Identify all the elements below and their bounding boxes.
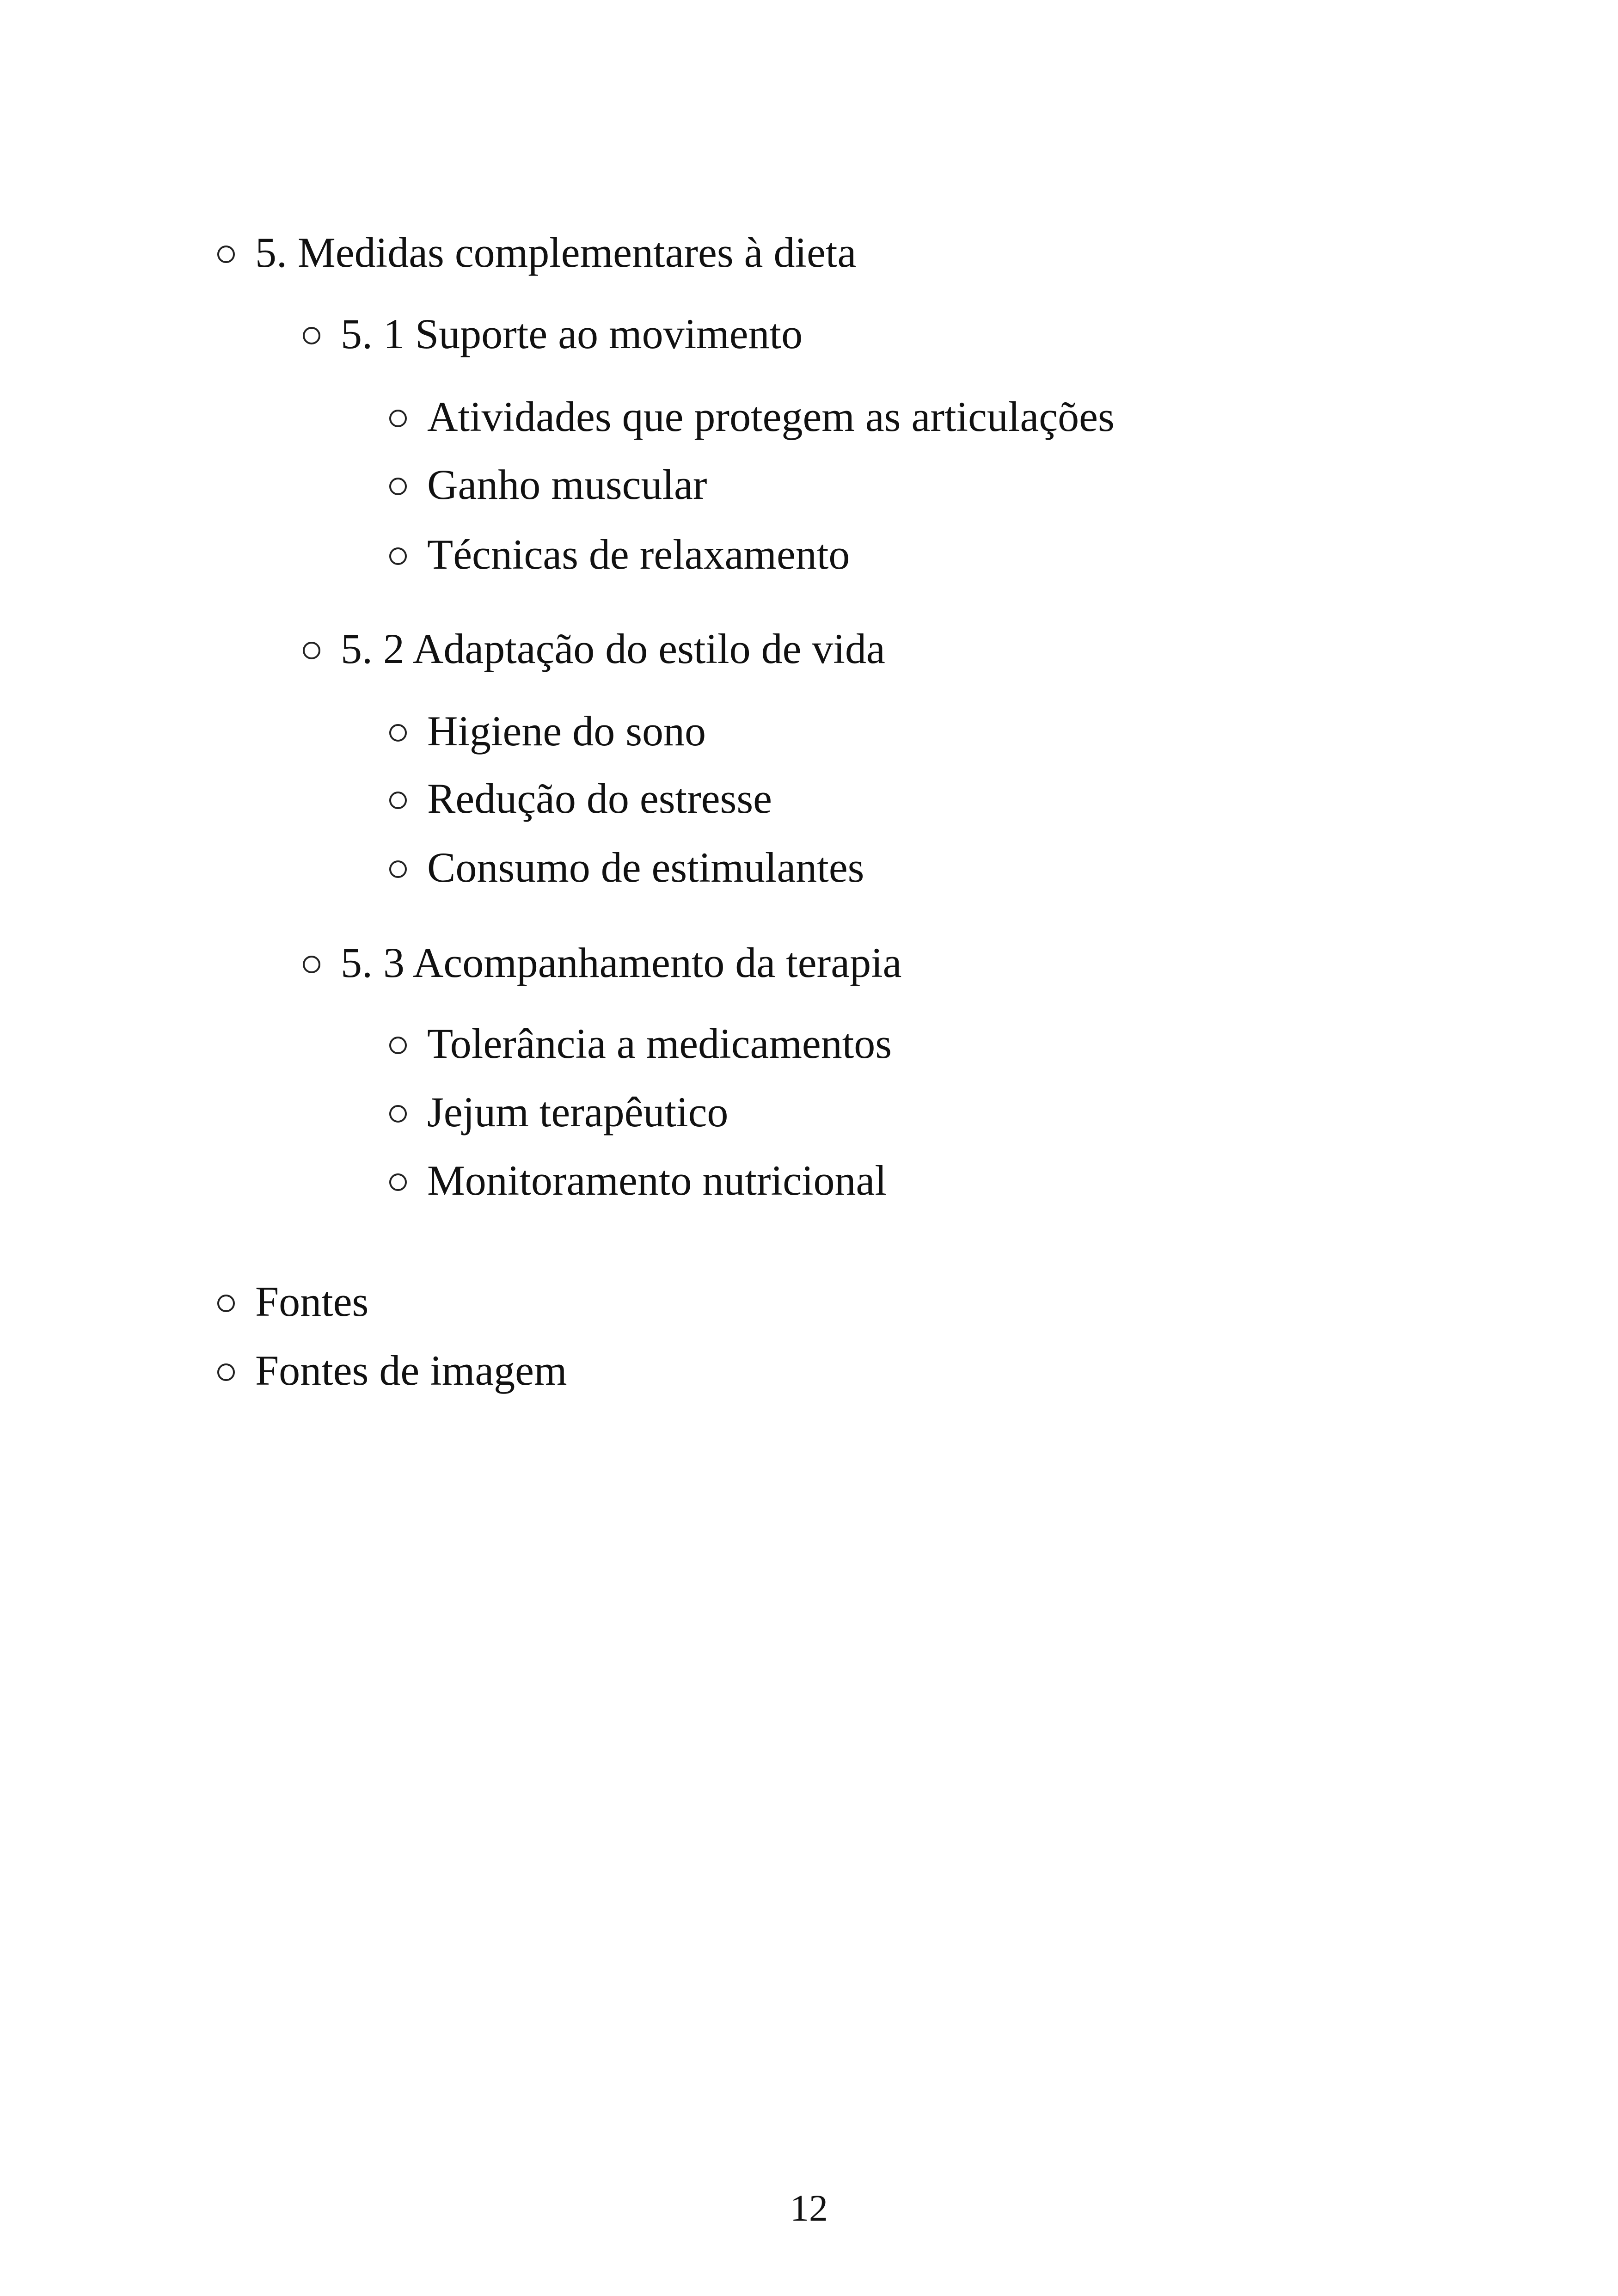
outline-item-adaptacao-estilo-vida[interactable] [303,627,885,670]
hollow-bullet-icon [389,860,407,878]
hollow-bullet-icon [389,792,407,809]
outline-item-reducao-estresse[interactable] [389,777,772,820]
outline-item-label: Fontes de imagem [255,1347,567,1394]
outline-item-suporte-movimento[interactable] [303,310,803,357]
outline-item-acompanhamento-terapia[interactable] [303,941,901,984]
hollow-bullet-icon [389,410,407,427]
outline-item-ganho-muscular[interactable] [389,463,707,506]
outline-item-fontes-imagem[interactable] [217,1349,567,1392]
outline-item-label: 5. 2 Adaptação do estilo de vida [341,625,885,672]
outline-item-label: Ganho muscular [427,461,707,508]
outline-item-consumo-estimulantes[interactable] [389,846,864,889]
outline-item-label: Higiene do sono [427,707,706,755]
hollow-bullet-icon [303,956,320,973]
page-number: 12 [790,2187,828,2229]
outline-item-label: Fontes [255,1278,369,1325]
hollow-bullet-icon [389,547,407,565]
outline-item-label: Técnicas de relaxamento [427,531,850,578]
outline-item-label: 5. 3 Acompanhamento da terapia [341,939,902,986]
outline-item-tolerancia-medicamentos[interactable] [389,1022,892,1065]
hollow-bullet-icon [217,1363,235,1381]
outline-item-atividades-articulacoes[interactable] [389,395,1115,438]
outline-item-label: Atividades que protegem as articulações [427,393,1115,440]
outline-item-jejum-terapeutico[interactable] [389,1088,729,1136]
hollow-bullet-icon [303,327,320,344]
hollow-bullet-icon [389,1105,407,1123]
outline-item-higiene-sono[interactable] [389,707,706,755]
hollow-bullet-icon [389,478,407,495]
outline-item-label: 5. 1 Suporte ao movimento [341,310,803,357]
hollow-bullet-icon [389,1037,407,1054]
outline-item-fontes[interactable] [217,1280,368,1323]
outline-item-label: Tolerância a medicamentos [427,1020,892,1067]
outline-item-label: Consumo de estimulantes [427,844,864,891]
outline-item-monitoramento-nutricional[interactable] [389,1159,887,1202]
outline-item-label: Monitoramento nutricional [427,1157,887,1204]
hollow-bullet-icon [217,246,235,263]
hollow-bullet-icon [389,724,407,742]
hollow-bullet-icon [389,1173,407,1191]
outline-item-label: Redução do estresse [427,775,772,822]
outline-item-tecnicas-relaxamento[interactable] [389,533,850,576]
hollow-bullet-icon [217,1295,235,1312]
outline-item-label: Jejum terapêutico [427,1088,729,1136]
outline-item-medidas-complementares[interactable] [217,231,856,274]
hollow-bullet-icon [303,642,320,659]
outline-item-label: 5. Medidas complementares à dieta [255,229,857,276]
